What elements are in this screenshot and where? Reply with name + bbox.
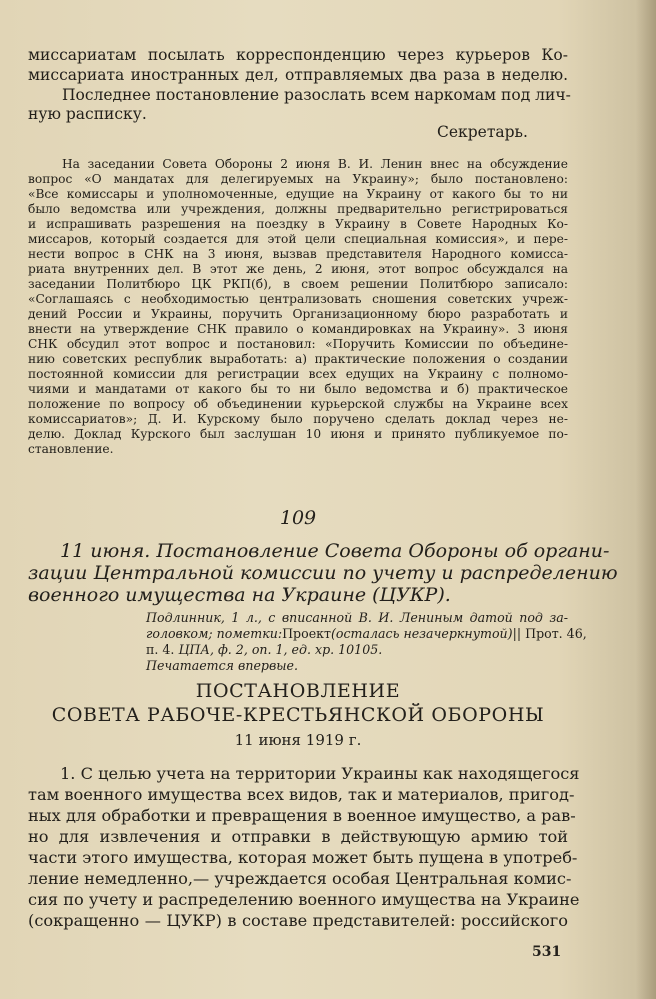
note-line: СНК обсудил этот вопрос и постановил: «Поручить Комиссии по объедине- (28, 337, 568, 351)
note-line: чиями и мандатами от какого бы то ни было ведомства и б) практическое (28, 382, 568, 396)
note-line: делю. Доклад Курского был заслушан 10 июня и принято публикуемое по- (28, 427, 568, 441)
source-line (146, 642, 382, 657)
source-fragment: головком; пометки: (146, 626, 283, 641)
note-line: комиссариатов»; Д. И. Курскому было поручено сделать доклад через не- (28, 412, 568, 426)
resolution-date: 11 июня 1919 г. (234, 731, 362, 749)
note-line: «Все комиссары и уполномоченные, едущие на Украину от какого бы то ни (28, 187, 568, 201)
note-line: заседании Политбюро ЦК РКП(б), в своем решении Политбюро записало: (28, 277, 568, 291)
body-line: ных для обработки и превращения в военное имущество, а рав- (28, 806, 576, 825)
note-line: постоянной комиссии для регистрации всех едущих на Украину с полномо- (28, 367, 568, 381)
body-line: ление немедленно,— учреждается особая Центральная комис- (28, 869, 572, 888)
note-line: и испрашивать разрешения на поездку в Украину в Совете Народных Ко- (28, 217, 568, 231)
page-number: 531 (532, 944, 562, 960)
source-line: Подлинник, 1 л., с вписанной В. И. Лениным датой под за- (146, 610, 568, 625)
source-fragment: ЦПА, ф. 2, оп. 1, ед. хр. 10105. (178, 642, 383, 657)
note-line: положение по вопросу об объединении курьерской службы на Украине всех (28, 397, 568, 411)
source-fragment: п. 4. (146, 642, 175, 657)
note-line: На заседании Совета Обороны 2 июня В. И. Ленин внес на обсуждение (62, 157, 568, 171)
document-title-line: военного имущества на Украине (ЦУКР). (28, 584, 451, 606)
body-line: сия по учету и распределению военного имущества на Украине (28, 890, 580, 909)
source-line (146, 626, 587, 641)
note-line: дений России и Украины, поручить Организационному бюро разработать и (28, 307, 568, 321)
resolution-heading: ПОСТАНОВЛЕНИЕ (195, 680, 401, 702)
note-line: становление. (28, 442, 114, 456)
document-title-line: зации Центральной комиссии по учету и распределению (28, 562, 618, 584)
source-line: Печатается впервые. (146, 658, 299, 673)
body-line: 1. С целью учета на территории Украины как находящегося (60, 764, 580, 783)
source-fragment: || Прот. 46, (512, 626, 587, 641)
continuation-line: Последнее постановление разослать всем наркомам под лич- (62, 86, 571, 104)
body-line: там военного имущества всех видов, так и материалов, пригод- (28, 785, 575, 804)
note-line: было ведомства или учреждения, должны предварительно регистрироваться (28, 202, 568, 216)
note-line: внести на утверждение СНК правило о командировках на Украину». 3 июня (28, 322, 568, 336)
signature: Секретарь. (437, 123, 528, 141)
body-line: (сокращенно — ЦУКР) в составе представителей: российского (28, 911, 568, 930)
continuation-line: миссариата иностранных дел, отправляемых два раза в неделю. (28, 66, 568, 84)
note-line: нию советских республик выработать: а) практические положения о создании (28, 352, 568, 366)
body-line: но для извлечения и отправки в действующую армию той (28, 827, 568, 846)
note-line: «Соглашаясь с необходимостью централизовать сношения советских учреж- (28, 292, 568, 306)
document-number: 109 (279, 507, 317, 529)
document-title-line: 11 июня. Постановление Совета Обороны об органи- (60, 540, 610, 562)
resolution-heading-subtitle: СОВЕТА РАБОЧЕ-КРЕСТЬЯНСКОЙ ОБОРОНЫ (51, 704, 545, 726)
source-fragment: (осталась незачеркнутой) (331, 626, 513, 641)
note-line: нести вопрос в СНК на 3 июня, вызвав представителя Народного комисса- (28, 247, 568, 261)
continuation-line: ную расписку. (28, 105, 147, 123)
body-line: части этого имущества, которая может быть пущена в употреб- (28, 848, 578, 867)
continuation-line: миссариатам посылать корреспонденцию через курьеров Ко- (28, 46, 568, 64)
note-line: риата внутренних дел. В этот же день, 2 июня, этот вопрос обсуждался на (28, 262, 568, 276)
note-line: миссаров, который создается для этой цели специальная комиссия», и пере- (28, 232, 568, 246)
note-line: вопрос «О мандатах для делегируемых на Украину»; было постановлено: (28, 172, 568, 186)
source-fragment: Проект (282, 626, 331, 641)
